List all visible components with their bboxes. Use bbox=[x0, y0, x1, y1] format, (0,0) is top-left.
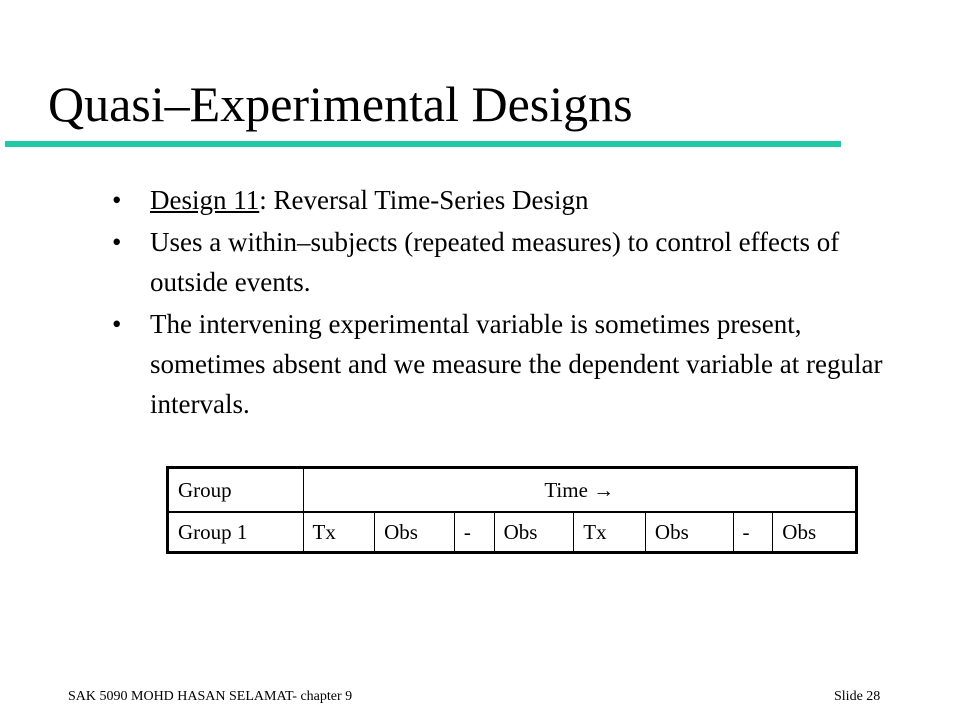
bullet-marker: • bbox=[112, 309, 122, 339]
table-cell: - bbox=[454, 512, 494, 553]
table-cell: Tx bbox=[574, 512, 646, 553]
bullet-item-within-subjects bbox=[112, 222, 912, 302]
table-cell: Tx bbox=[303, 512, 375, 553]
bullet-text: Uses a within–subjects (repeated measures) to control effects of outside events. bbox=[150, 227, 840, 297]
table-cell: Obs bbox=[375, 512, 455, 553]
slide-title: Quasi–Experimental Designs bbox=[48, 76, 633, 132]
bullet-item-intervening-variable bbox=[112, 304, 912, 424]
design-name-underlined: Design 11 bbox=[150, 185, 260, 215]
header-time-cell: Time → bbox=[303, 468, 857, 513]
table-cell: Obs bbox=[645, 512, 733, 553]
table-cell: Obs bbox=[773, 512, 857, 553]
title-underline-rule bbox=[5, 141, 841, 147]
design-description: : Reversal Time-Series Design bbox=[259, 185, 589, 215]
table-cell: - bbox=[733, 512, 773, 553]
bullet-marker: • bbox=[112, 185, 122, 215]
table-header-row bbox=[168, 468, 857, 513]
bullet-list bbox=[112, 180, 912, 426]
bullet-item-design bbox=[112, 180, 912, 220]
table-cell: Obs bbox=[494, 512, 574, 553]
footer-slide-number: Slide 28 bbox=[834, 689, 881, 704]
table-cell-group: Group 1 bbox=[168, 512, 304, 553]
table-row bbox=[168, 512, 857, 553]
footer-course-info: SAK 5090 MOHD HASAN SELAMAT- chapter 9 bbox=[68, 689, 353, 704]
header-group-cell: Group bbox=[168, 468, 304, 513]
bullet-marker: • bbox=[112, 227, 122, 257]
bullet-text: The intervening experimental variable is sometimes present, sometimes absent and we measure the dependent variable at regular intervals. bbox=[150, 309, 883, 419]
design-table bbox=[166, 466, 858, 554]
